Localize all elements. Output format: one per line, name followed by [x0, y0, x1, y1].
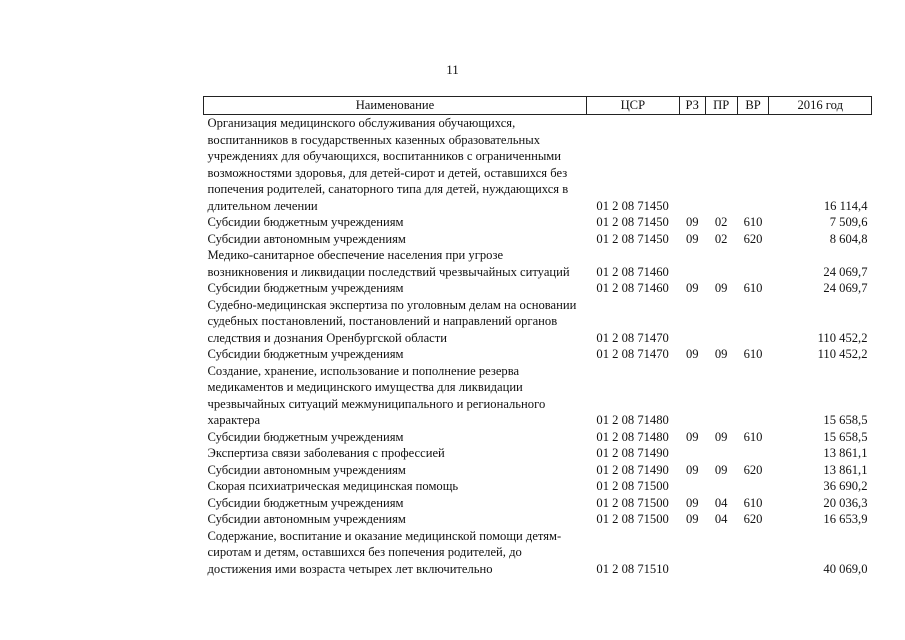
- row-name-line: Создание, хранение, использование и пополнение резерва: [207, 363, 520, 378]
- table-row: [204, 478, 872, 495]
- row-name-line: Субсидии автономным учреждениям: [207, 512, 406, 526]
- row-sum: 15 658,5: [823, 413, 868, 427]
- row-pr: 04: [714, 512, 728, 526]
- row-rz: [679, 528, 705, 578]
- table-row: [204, 462, 872, 479]
- row-name-line: сиротам и детям, оставшихся без попечения родителей, до: [207, 545, 522, 559]
- table-row: [204, 495, 872, 512]
- header-pr: ПР: [705, 97, 737, 115]
- row-csr: 01 2 08 71470: [596, 330, 669, 345]
- row-rz: 09: [685, 347, 699, 361]
- row-name-line: Субсидии бюджетным учреждениям: [207, 281, 404, 295]
- row-rz: [679, 297, 705, 347]
- row-vr: [737, 528, 769, 578]
- row-sum: 16 114,4: [823, 198, 868, 213]
- row-name: [204, 429, 587, 446]
- row-rz: 09: [685, 462, 699, 477]
- row-sum: 8 604,8: [829, 231, 868, 246]
- row-pr: 09: [714, 281, 728, 295]
- row-pr: 02: [714, 215, 728, 229]
- row-name-line: медикаментов и медицинского имущества для ликвидации: [207, 380, 523, 394]
- row-rz: [679, 363, 705, 429]
- row-name-line: возможностями здоровья, для детей-сирот и детей, оставшихся без: [207, 165, 568, 180]
- row-pr: [705, 445, 737, 462]
- row-name-line: учреждениях для обучающихся, воспитанников с ограниченными: [207, 149, 561, 163]
- row-csr: 01 2 08 71480: [596, 429, 669, 444]
- row-name-line: Скорая психиатрическая медицинская помощь: [207, 479, 459, 493]
- row-name: [204, 511, 587, 528]
- row-csr: 01 2 08 71470: [596, 347, 669, 361]
- row-sum: 20 036,3: [823, 495, 868, 510]
- row-pr: [705, 528, 737, 578]
- table-row: [204, 511, 872, 528]
- table-row: [204, 231, 872, 248]
- table-row: [204, 297, 872, 347]
- row-rz: 09: [685, 281, 699, 295]
- header-vr: ВР: [737, 97, 769, 115]
- row-vr: 610: [743, 495, 763, 510]
- row-pr: 02: [714, 231, 728, 246]
- row-name: [204, 297, 587, 347]
- row-sum: 36 690,2: [823, 479, 868, 493]
- row-name-line: Субсидии автономным учреждениям: [207, 231, 406, 246]
- row-sum: 15 658,5: [823, 429, 868, 444]
- row-vr: 610: [743, 215, 763, 229]
- row-rz: [679, 115, 705, 215]
- row-csr: 01 2 08 71500: [596, 512, 669, 526]
- row-name-line: воспитанников в государственных казенных образовательных: [207, 132, 541, 147]
- row-name: [204, 214, 587, 231]
- row-name-line: Медико-санитарное обеспечение населения при угрозе: [207, 248, 504, 262]
- table-row: [204, 445, 872, 462]
- row-sum: 110 452,2: [817, 347, 868, 361]
- row-name-line: Содержание, воспитание и оказание медицинской помощи детям-: [207, 528, 562, 543]
- table-row: [204, 528, 872, 578]
- row-name: [204, 445, 587, 462]
- row-sum: 110 452,2: [817, 330, 868, 345]
- row-sum: 13 861,1: [823, 446, 868, 460]
- row-vr: [737, 297, 769, 347]
- row-vr: 610: [743, 347, 763, 361]
- row-name: [204, 247, 587, 280]
- row-name-line: Субсидии автономным учреждениям: [207, 462, 406, 477]
- row-pr: [705, 297, 737, 347]
- row-sum: 24 069,7: [823, 264, 868, 279]
- row-name-line: попечения родителей, санаторного типа для детей, нуждающихся в: [207, 182, 569, 196]
- table-row: [204, 363, 872, 429]
- row-csr: 01 2 08 71450: [596, 231, 669, 246]
- row-csr: 01 2 08 71510: [596, 561, 669, 576]
- header-year: 2016 год: [769, 97, 872, 115]
- table-row: [204, 115, 872, 215]
- row-name: [204, 231, 587, 248]
- row-csr: 01 2 08 71490: [596, 462, 669, 477]
- row-csr: 01 2 08 71500: [596, 495, 669, 510]
- row-csr: 01 2 08 71490: [596, 446, 669, 460]
- row-csr: 01 2 08 71460: [596, 264, 669, 279]
- row-vr: 610: [743, 429, 763, 444]
- row-vr: 610: [743, 281, 763, 295]
- row-sum: 40 069,0: [823, 561, 868, 576]
- row-name-line: Субсидии бюджетным учреждениям: [207, 495, 404, 510]
- table-body: [204, 115, 872, 578]
- row-rz: 09: [685, 231, 699, 246]
- row-rz: 09: [685, 512, 699, 526]
- row-name: [204, 363, 587, 429]
- page-number: 11: [446, 62, 459, 77]
- row-pr: [705, 115, 737, 215]
- row-name: [204, 495, 587, 512]
- row-vr: [737, 247, 769, 280]
- row-name: [204, 528, 587, 578]
- row-name: [204, 280, 587, 297]
- table-row: [204, 247, 872, 280]
- row-vr: [737, 115, 769, 215]
- row-name-line: возникновения и ликвидации последствий чрезвычайных ситуаций: [207, 264, 570, 279]
- row-vr: [737, 445, 769, 462]
- row-rz: [679, 478, 705, 495]
- row-pr: [705, 478, 737, 495]
- row-sum: 13 861,1: [823, 462, 868, 477]
- row-pr: [705, 363, 737, 429]
- row-pr: 09: [714, 462, 728, 477]
- row-name-line: достижения ими возраста четырех лет включительно: [207, 561, 493, 576]
- table-row: [204, 429, 872, 446]
- row-name-line: Судебно-медицинская экспертиза по уголовным делам на основании: [207, 297, 577, 312]
- row-vr: [737, 363, 769, 429]
- table-row: [204, 214, 872, 231]
- row-name-line: характера: [207, 413, 261, 427]
- row-rz: 09: [685, 429, 699, 444]
- table-header: [204, 97, 872, 115]
- row-name-line: Организация медицинского обслуживания обучающихся,: [207, 116, 516, 130]
- row-rz: [679, 247, 705, 280]
- row-name: [204, 462, 587, 479]
- row-csr: 01 2 08 71500: [596, 479, 669, 493]
- row-name-line: Субсидии бюджетным учреждениям: [207, 215, 404, 229]
- row-name: [204, 478, 587, 495]
- row-sum: 7 509,6: [829, 215, 868, 229]
- row-rz: 09: [685, 495, 699, 510]
- row-csr: 01 2 08 71450: [596, 215, 669, 229]
- row-name-line: Субсидии бюджетным учреждениям: [207, 347, 404, 361]
- row-name-line: судебных постановлений, постановлений и направлений органов: [207, 314, 558, 328]
- row-name-line: Экспертиза связи заболевания с профессией: [207, 446, 445, 460]
- row-name-line: длительном лечении: [207, 198, 318, 213]
- table-row: [204, 280, 872, 297]
- row-pr: 09: [714, 347, 728, 361]
- header-rz: РЗ: [679, 97, 705, 115]
- row-vr: 620: [743, 512, 763, 526]
- row-pr: 04: [714, 495, 728, 510]
- row-rz: [679, 445, 705, 462]
- row-name-line: чрезвычайных ситуаций межмуниципального и регионального: [207, 396, 546, 411]
- row-pr: [705, 247, 737, 280]
- row-name-line: следствия и дознания Оренбургской области: [207, 330, 448, 345]
- row-sum: 24 069,7: [823, 281, 868, 295]
- row-name: [204, 346, 587, 363]
- row-csr: 01 2 08 71460: [596, 281, 669, 295]
- row-name-line: Субсидии бюджетным учреждениям: [207, 429, 404, 444]
- row-sum: 16 653,9: [823, 512, 868, 526]
- table-row: [204, 346, 872, 363]
- header-name: Наименование: [204, 97, 587, 115]
- row-vr: 620: [743, 462, 763, 477]
- row-vr: [737, 478, 769, 495]
- row-csr: 01 2 08 71480: [596, 413, 669, 427]
- row-vr: 620: [743, 231, 763, 246]
- row-name: [204, 115, 587, 215]
- row-pr: 09: [714, 429, 728, 444]
- header-csr: ЦСР: [586, 97, 679, 115]
- row-csr: 01 2 08 71450: [596, 198, 669, 213]
- budget-table: [203, 96, 872, 577]
- row-rz: 09: [685, 215, 699, 229]
